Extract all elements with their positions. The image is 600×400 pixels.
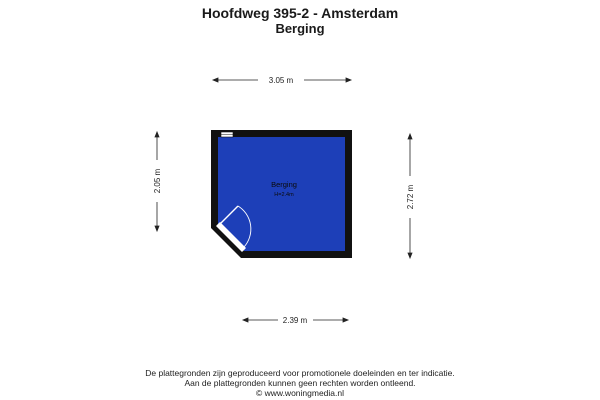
dimension-top-label: 3.05 m xyxy=(268,76,294,85)
dimension-right-label: 2.72 m xyxy=(406,184,415,210)
copyright-link[interactable]: © www.woningmedia.nl xyxy=(256,388,344,398)
disclaimer-line-2: Aan de plattegronden kunnen geen rechten worden ontleend. xyxy=(184,378,416,388)
room-label: Berging xyxy=(271,180,297,189)
page-subtitle: Berging xyxy=(275,21,325,36)
disclaimer-line-1: De plattegronden zijn geproduceerd voor promotionele doeleinden en ter indicatie. xyxy=(145,368,455,378)
room-height-label: H=2.4m xyxy=(274,192,294,198)
dimension-left-label: 2.05 m xyxy=(153,168,162,194)
page-title: Hoofdweg 395-2 - Amsterdam xyxy=(201,5,399,21)
dimension-bottom-label: 2.39 m xyxy=(282,316,308,325)
